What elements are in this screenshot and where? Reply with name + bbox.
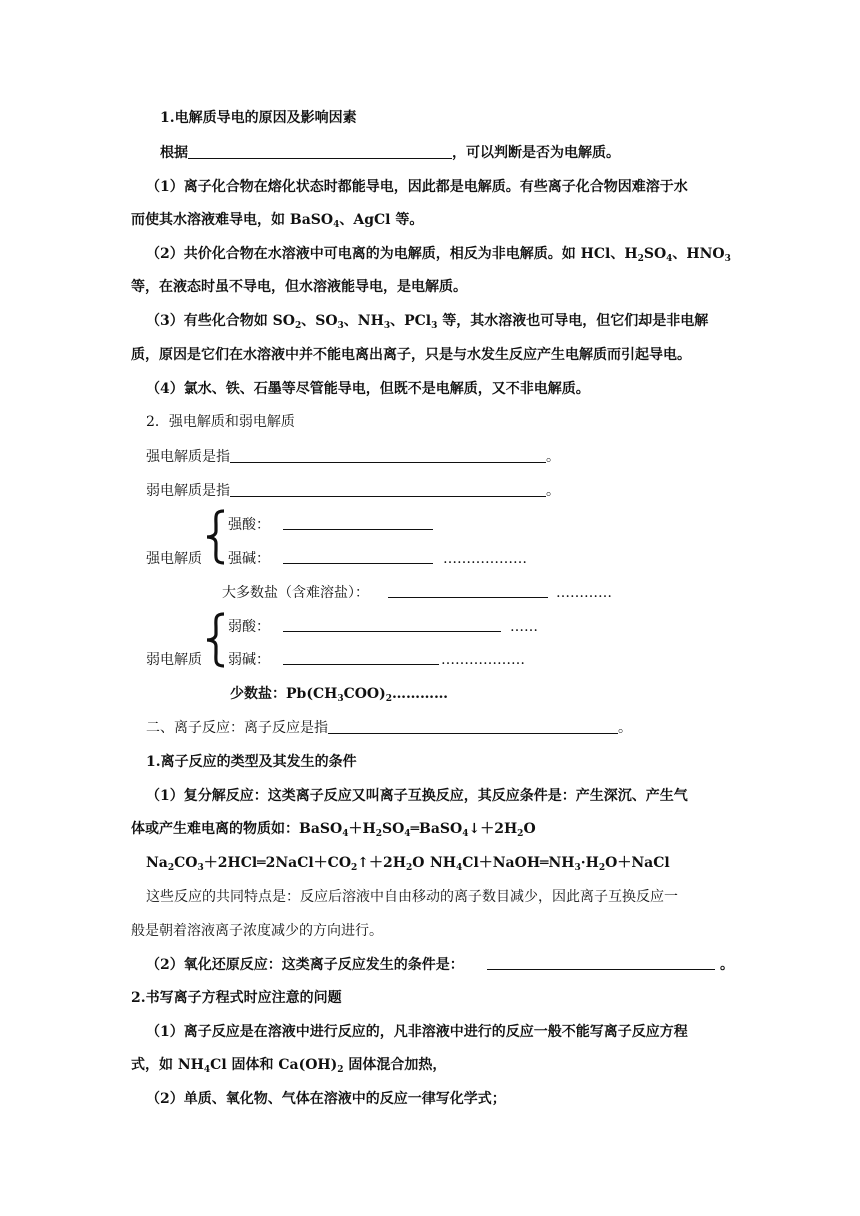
weak-base-dots: ……………… <box>441 652 525 668</box>
weak-acid-label: 弱酸： <box>228 619 270 635</box>
subscript: 3 <box>574 863 581 873</box>
subscript: 4 <box>462 829 469 839</box>
basis-blank[interactable] <box>188 144 452 159</box>
subsection-1-title: 1.离子反应的类型及其发生的条件 <box>146 754 357 770</box>
subscript: 4 <box>666 254 673 264</box>
section-3-title <box>146 718 632 738</box>
subscript: 3 <box>197 863 204 873</box>
formula: Pb(CH <box>286 686 338 702</box>
text: （3）有些化合物如 <box>146 313 273 329</box>
strong-base-dots: ……………… <box>443 551 527 567</box>
formula: COO) <box>343 686 386 702</box>
formula: ＋H <box>348 821 376 837</box>
subscript: 3 <box>383 321 391 331</box>
subscript: 4 <box>456 863 463 873</box>
text: 体或产生难电离的物质如： <box>131 821 299 837</box>
strong-acid-blank[interactable] <box>283 515 433 530</box>
equation-1 <box>299 821 536 837</box>
text: 式，如 <box>131 1057 178 1073</box>
formula: ═BaSO <box>410 821 463 837</box>
strong-electrolyte-label: 强电解质 <box>146 551 202 567</box>
formula: BaSO <box>299 821 343 837</box>
period: 。 <box>546 449 560 465</box>
formula: ↑＋2H <box>357 855 406 871</box>
weak-electrolyte-label: 弱电解质 <box>146 652 202 668</box>
equation-2 <box>146 853 424 873</box>
text: 固体混合加热， <box>343 1057 447 1073</box>
formula: HCl <box>580 246 611 262</box>
weak-base-blank[interactable] <box>283 650 439 665</box>
subscript: 2 <box>337 1065 344 1075</box>
formula: SO <box>315 313 338 329</box>
point-3-line-b: 质，原因是它们在水溶液中并不能电离出离子，只是与水发生反应产生电解质而引起导电。 <box>131 347 691 363</box>
text: 、 <box>339 212 354 228</box>
basis-line <box>160 143 620 163</box>
point-2-line-a <box>146 244 731 264</box>
text: 、 <box>301 313 316 329</box>
common-feature-line-b: 般是朝着溶液离子浓度减少的方向进行。 <box>131 923 383 939</box>
subscript: 2 <box>598 863 606 873</box>
few-salts <box>230 684 448 704</box>
section-4-title: 2.书写离子方程式时应注意的问题 <box>131 990 342 1006</box>
text: 而使其水溶液难导电，如 <box>131 212 290 228</box>
formula: Na <box>146 855 168 871</box>
point-4: （4）氯水、铁、石墨等尽管能导电，但既不是电解质，又不非电解质。 <box>146 381 590 397</box>
label: 强电解质是指 <box>146 449 230 465</box>
basis-prefix: 根据 <box>160 145 188 161</box>
label: 强酸： <box>228 517 270 533</box>
formula: Cl <box>210 1057 227 1073</box>
strong-definition <box>146 447 560 467</box>
text: 、 <box>610 246 625 262</box>
formula: AgCl <box>353 212 391 228</box>
label: 少数盐： <box>230 686 286 702</box>
redox-period: 。 <box>720 957 734 973</box>
subscript: 2 <box>637 254 644 264</box>
salts-dots: ………… <box>556 585 612 601</box>
ionic-reaction-blank[interactable] <box>328 719 618 734</box>
left-brace-icon <box>204 509 226 565</box>
subscript: 4 <box>342 829 349 839</box>
text: 、 <box>672 246 687 262</box>
formula: O <box>523 821 536 837</box>
subscript: 4 <box>203 1065 211 1075</box>
subscript: 2 <box>385 694 393 704</box>
strong-acid-row <box>228 515 270 535</box>
formula: SO <box>643 246 667 262</box>
subscript: 2 <box>406 863 413 873</box>
formula: CO <box>174 855 198 871</box>
text: 、 <box>343 313 358 329</box>
formula: ·H <box>580 855 599 871</box>
subscript: 3 <box>431 321 438 331</box>
weak-definition <box>146 481 560 501</box>
point-1-line-b <box>131 210 423 230</box>
subscript: 2 <box>375 829 382 839</box>
formula: ↓＋2H <box>468 821 518 837</box>
subscript: 2 <box>294 321 302 331</box>
weak-acid-blank[interactable] <box>283 617 501 632</box>
subscript: 4 <box>333 220 340 230</box>
formula: HNO <box>686 246 725 262</box>
label: 弱电解质是指 <box>146 483 230 499</box>
subscript: 4 <box>404 829 411 839</box>
subscript: 3 <box>337 694 344 704</box>
text: （2）共价化合物在水溶液中可电离的为电解质，相反为非电解质。如 <box>146 246 581 262</box>
text: 等，其水溶液也可导电，但它们却是非电解 <box>437 313 709 329</box>
formula: ＋2HCl═2NaCl＋CO <box>203 855 352 871</box>
subscript: 3 <box>724 254 731 264</box>
formula: Cl＋NaOH═NH <box>462 855 575 871</box>
strong-definition-blank[interactable] <box>230 448 546 463</box>
formula: O＋NaCl <box>605 855 670 871</box>
point-2-line-b: 等，在液态时虽不导电，但水溶液能导电，是电解质。 <box>131 279 467 295</box>
section-1-title: 1.电解质导电的原因及影响因素 <box>160 110 357 126</box>
text: 、 <box>390 313 405 329</box>
subscript: 2 <box>517 829 524 839</box>
salts-label: 大多数盐（含难溶盐）： <box>222 585 369 601</box>
formula: SO <box>381 821 405 837</box>
redox-line <box>146 955 464 975</box>
note-1-line-a: （1）离子反应是在溶液中进行反应的，凡非溶液中进行的反应一般不能写离子反应方程 <box>146 1024 688 1040</box>
common-feature-line-a: 这些反应的共同特点是：反应后溶液中自由移动的离子数目减少，因此离子互换反应一 <box>146 889 678 905</box>
strong-base-label: 强碱： <box>228 551 270 567</box>
subscript: 3 <box>337 321 344 331</box>
formula: BaSO <box>289 212 334 228</box>
formula: SO <box>272 313 295 329</box>
redox-blank[interactable] <box>487 955 715 970</box>
period: 。 <box>618 720 632 736</box>
formula: NH <box>430 855 457 871</box>
note-1-line-b <box>131 1055 446 1075</box>
text: 等。 <box>390 212 424 228</box>
formula: PCl <box>404 313 432 329</box>
formula: H <box>624 246 638 262</box>
text: 固体和 <box>226 1057 279 1073</box>
formula: NH <box>177 1057 204 1073</box>
subscript: 2 <box>351 863 358 873</box>
weak-definition-blank[interactable] <box>230 482 546 497</box>
formula: NH <box>357 313 384 329</box>
period: 。 <box>546 483 560 499</box>
reaction-1-line-a: （1）复分解反应：这类离子反应又叫离子互换反应，其反应条件是：产生深沉、产生气 <box>146 788 688 804</box>
formula: O <box>412 855 425 871</box>
reaction-1-line-b <box>131 819 536 839</box>
left-brace-icon <box>204 612 226 668</box>
formula: Ca(OH) <box>278 1057 338 1073</box>
note-2: （2）单质、氧化物、气体在溶液中的反应一律写化学式； <box>146 1091 506 1107</box>
subscript: 2 <box>167 863 175 873</box>
equation-3 <box>430 853 670 873</box>
section-2-title: 2．强电解质和弱电解质 <box>146 414 295 430</box>
label: 二、离子反应：离子反应是指 <box>146 720 328 736</box>
dots: ………… <box>392 686 449 702</box>
point-3-line-a <box>146 311 708 331</box>
label: （2）氧化还原反应：这类离子反应发生的条件是： <box>146 957 464 973</box>
salts-blank[interactable] <box>388 583 548 598</box>
strong-base-blank[interactable] <box>283 549 433 564</box>
weak-acid-dots: …… <box>510 619 538 635</box>
point-1-line-a: （1）离子化合物在熔化状态时都能导电，因此都是电解质。有些离子化合物因难溶于水 <box>146 179 688 195</box>
basis-suffix: ，可以判断是否为电解质。 <box>452 145 620 161</box>
weak-base-label: 弱碱： <box>228 652 270 668</box>
